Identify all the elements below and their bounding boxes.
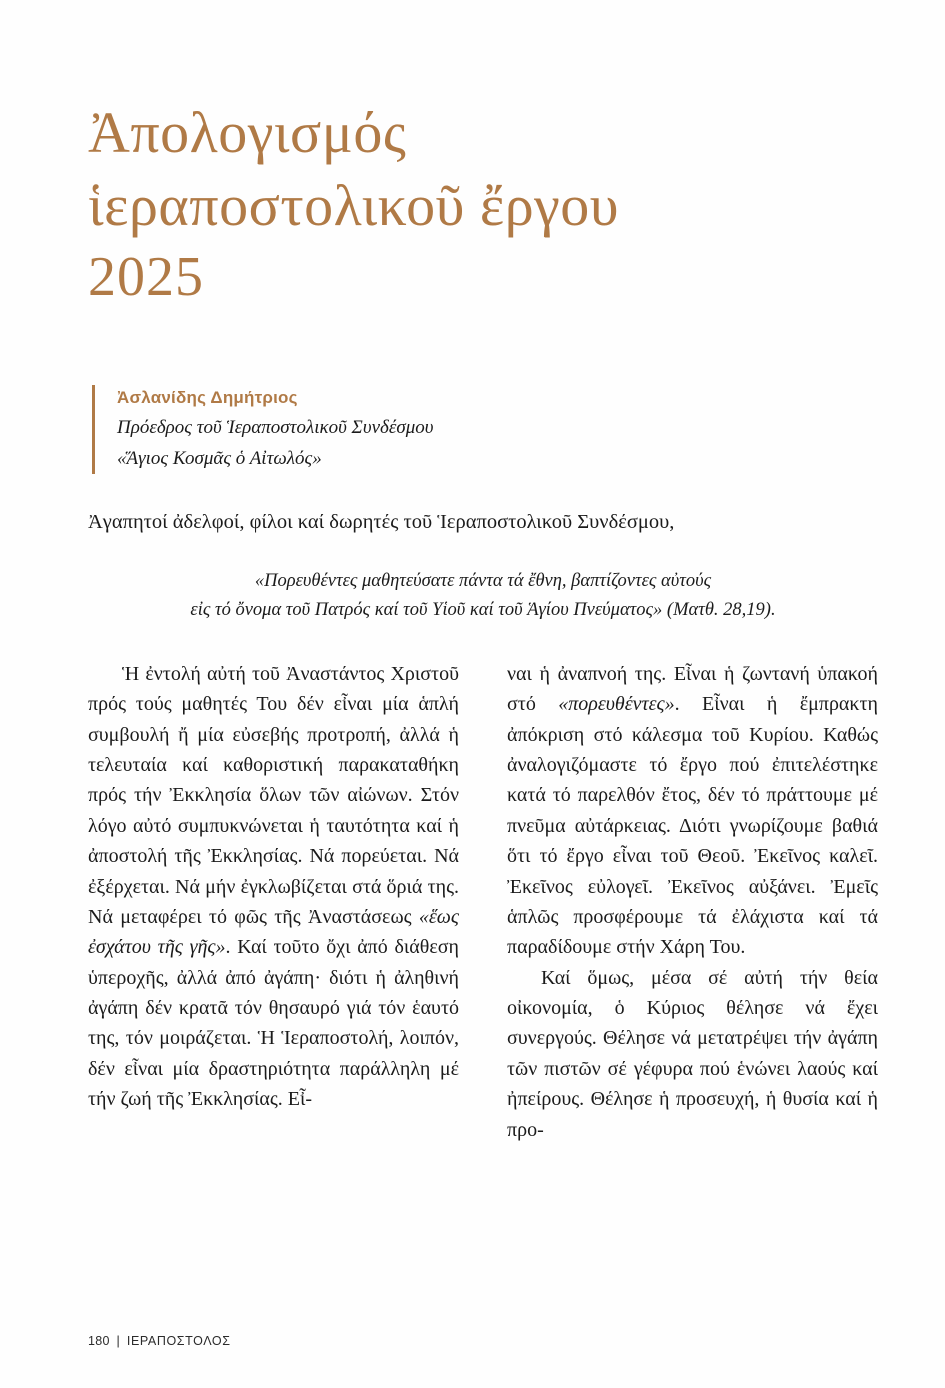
byline-role: Πρόεδρος τοῦ Ἱεραποστολικοῦ Συνδέσμου — [117, 416, 434, 438]
scripture-line-2: εἰς τό ὄνομα τοῦ Πατρός καί τοῦ Υἱοῦ καί τοῦ Ἁγίου Πνεύματος» (Ματθ. 28,19). — [190, 600, 776, 621]
title-line-1: Ἀπολογισμός — [88, 100, 407, 165]
paragraph-text-part: ναι ἡ ἀναπνοή της. Εἶναι ἡ ζωντανή ὑπακοή στό — [507, 662, 878, 716]
byline-organization: «Ἅγιος Κοσμᾶς ὁ Αἰτωλός» — [117, 448, 322, 470]
page-title — [88, 96, 728, 313]
salutation: Ἀγαπητοί ἀδελφοί, φίλοι καί δωρητές τοῦ Ἱεραποστολικοῦ Συνδέσμου, — [88, 510, 675, 533]
title-year: 2025 — [88, 246, 204, 309]
body-columns — [88, 659, 878, 1145]
scripture-line-1: «Πορευθέντες μαθητεύσατε πάντα τά ἔθνη, βαπτίζοντες αὐτούς — [254, 571, 712, 592]
paragraph — [88, 659, 459, 1115]
footer-magazine-name: ΙΕΡΑΠΟΣΤΟΛΟΣ — [126, 1334, 231, 1348]
paragraph-text-part: . Καί τοῦτο ὄχι ἀπό διάθεση ὑπεροχῆς, ἀλλά ἀπό ἀγάπη· διότι ἡ ἀληθινή ἀγάπη δέν κρατᾶ τόν θησαυρό γιά τόν ἑαυτό της, τόν μοιράζεται. Ἡ Ἱεραποστολή, λοιπόν, δέν εἶναι μία δραστηριότητα παράλληλη μέ τήν ζωή τῆς Ἐκκλησίας. Εἶ- — [88, 936, 459, 1111]
paragraph: Καί ὅμως, μέσα σέ αὐτή τήν θεία οἰκονομία, ὁ Κύριος θέλησε νά ἔχει συνεργούς. Θέλησε νά μετατρέψει τήν ἀγάπη τῶν πιστῶν σέ γέφυρα πού ἑνώνει λαούς καί ἠπείρους. Θέλησε ἡ προσευχή, ἡ θυσία καί ἡ προ- — [507, 966, 878, 1141]
paragraph-text-part: Ἡ ἐντολή αὐτή τοῦ Ἀναστάντος Χριστοῦ πρός τούς μαθητές Του δέν εἶναι μία ἁπλή συμβουλή ἤ μία εὐσεβής προτροπή, ἀλλά ἡ τελευταία καί καθοριστική παρακαταθήκη πρός τήν Ἐκκλησία ὅλων τῶν αἰώνων. Στόν λόγο αὐτό συμπυκνώνεται ἡ ταυτότητα καί ἡ ἀποστολή τῆς Ἐκκλησίας. Νά πορεύεται. Νά ἐξέρχεται. Νά μήν ἐγκλωβίζεται στά ὅριά της. Νά μεταφέρει τό φῶς τῆς Ἀναστάσεως — [88, 662, 459, 928]
footer-page-number: 180 — [88, 1334, 110, 1348]
page-content — [88, 96, 878, 1145]
body-column-right — [507, 659, 878, 1145]
paragraph-text-part: . Εἶναι ἡ ἔμπρακτη ἀπόκριση στό κάλεσμα τοῦ Κυρίου. Καθώς ἀναλογιζόμαστε τό ἔργο πού ἐπιτελέστηκε κατά τό παρελθόν ἔτος, δέν τό πράττουμε μέ πνεῦμα αὐτάρκειας. Διότι γνωρίζουμε βαθιά ὅτι τό ἔργο εἶναι τοῦ Θεοῦ. Ἐκεῖνος καλεῖ. Ἐκεῖνος εὐλογεῖ. Ἐκεῖνος αὐξάνει. Ἐμεῖς ἁπλῶς προσφέρουμε τά ἐλάχιστα καί τά παραδίδουμε στήν Χάρη Του. — [507, 693, 878, 959]
footer-separator: | — [116, 1334, 121, 1348]
paragraph — [507, 659, 878, 963]
paragraph-italic-quote: «ἕως ἐσχάτου τῆς γῆς» — [88, 905, 459, 959]
body-column-left — [88, 659, 459, 1145]
paragraph-italic-quote: «πορευθέντες» — [558, 693, 675, 716]
byline — [92, 385, 878, 474]
page-footer — [88, 1334, 231, 1348]
scripture-quote — [88, 567, 878, 624]
byline-author: Ἀσλανίδης Δημήτριος — [117, 387, 298, 407]
title-line-2: ἱεραποστολικοῦ ἔργου — [88, 173, 619, 239]
